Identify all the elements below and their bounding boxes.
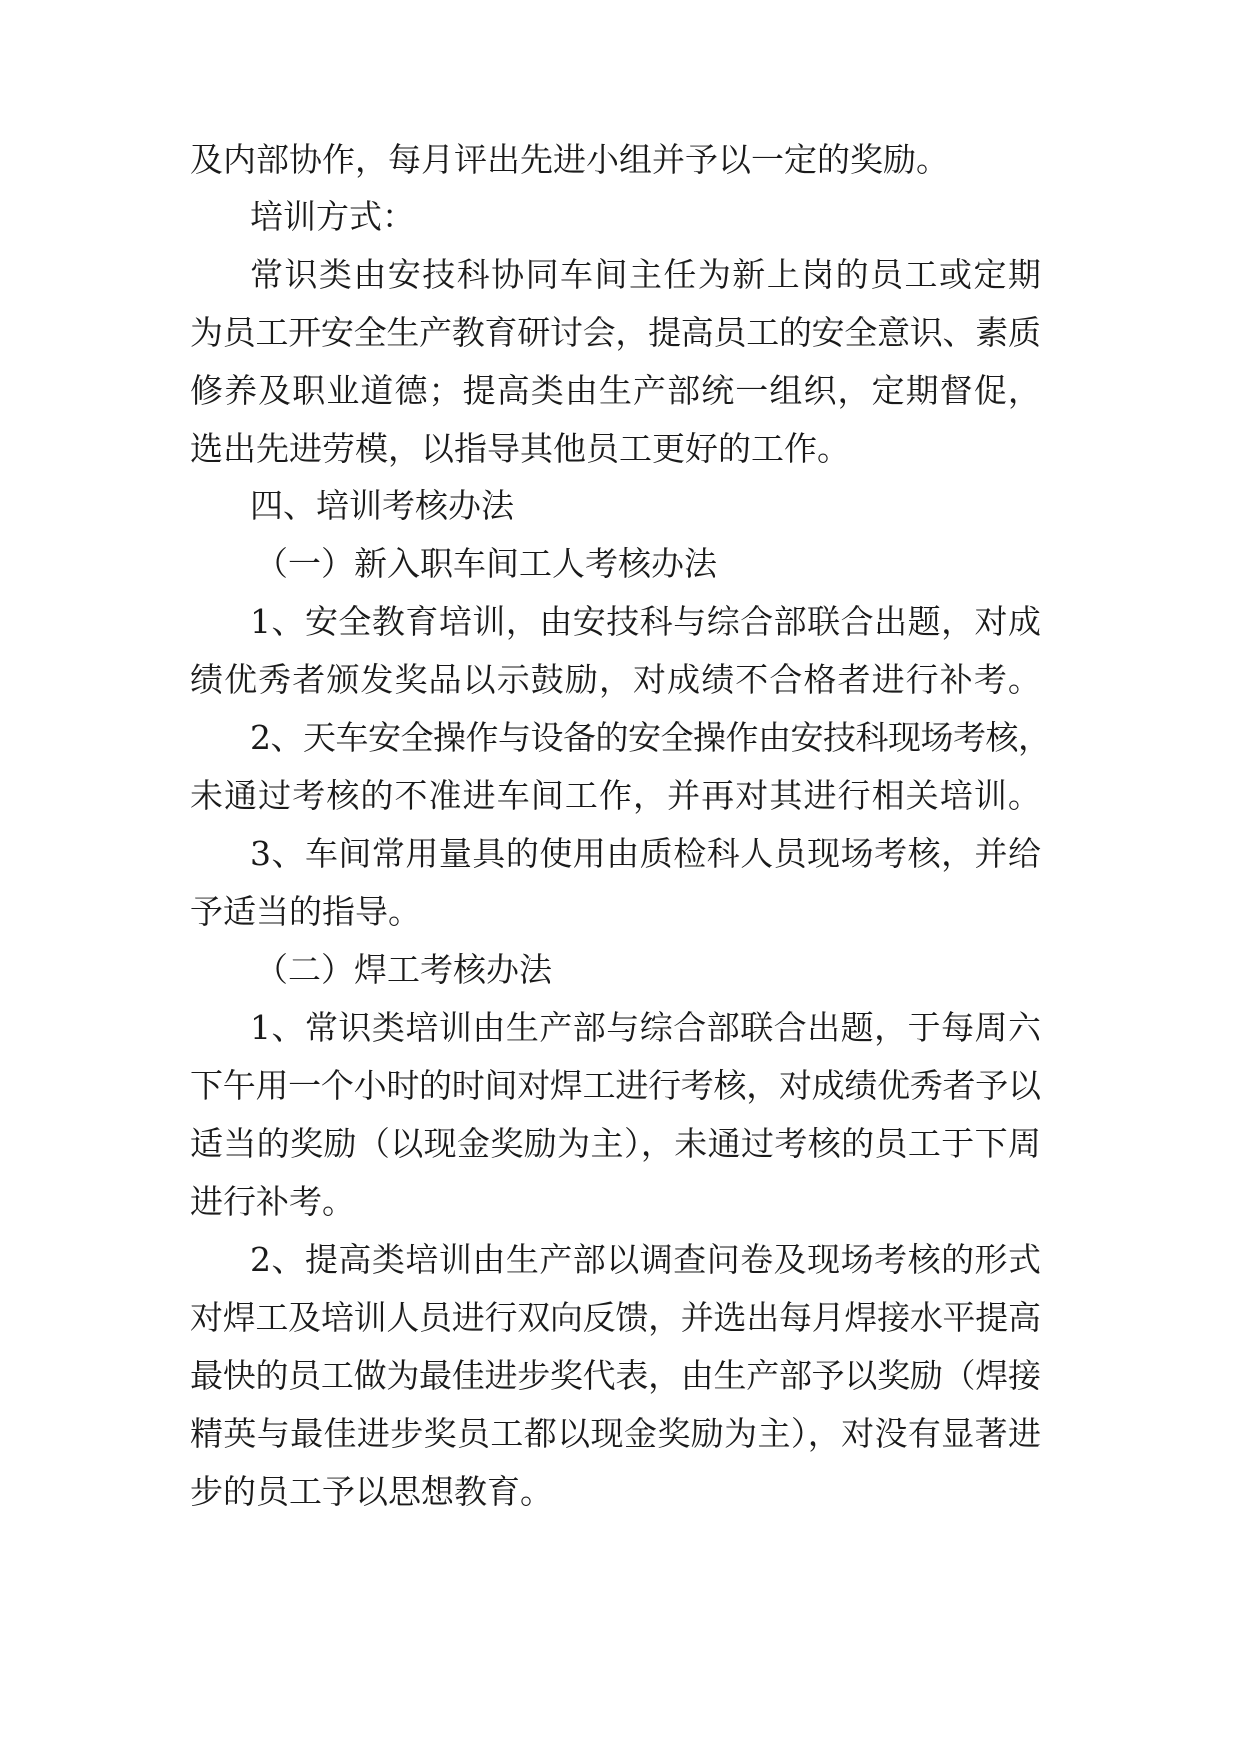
text-line xyxy=(0,1003,1241,1053)
text-line-content: 1、安全教育培训，由安技科与综合部联合出题，对成 xyxy=(250,602,1042,641)
text-line xyxy=(0,366,1241,416)
text-line-content: 修养及职业道德；提高类由生产部统一组织，定期督促， xyxy=(190,371,1042,410)
text-line-content: （二）焊工考核办法 xyxy=(255,950,552,989)
section-heading xyxy=(0,481,1241,531)
text-line xyxy=(0,135,1241,185)
text-line-content: 2、提高类培训由生产部以调查问卷及现场考核的形式 xyxy=(250,1240,1042,1279)
text-line xyxy=(0,829,1241,879)
text-line xyxy=(0,1061,1241,1111)
text-line-content: 3、车间常用量具的使用由质检科人员现场考核，并给 xyxy=(250,834,1042,873)
text-line xyxy=(0,771,1241,821)
text-line-content: 下午用一个小时的时间对焊工进行考核，对成绩优秀者予以 xyxy=(190,1066,1041,1105)
text-line xyxy=(0,1293,1241,1343)
text-line-content: 常识类由安技科协同车间主任为新上岗的员工或定期 xyxy=(250,255,1043,294)
text-line xyxy=(0,1409,1241,1459)
text-line xyxy=(0,1177,1241,1227)
text-line-content: 最快的员工做为最佳进步奖代表，由生产部予以奖励（焊接 xyxy=(190,1356,1041,1395)
text-line-content: 为员工开安全生产教育研讨会，提高员工的安全意识、素质 xyxy=(190,313,1041,352)
text-line-content: 步的员工予以思想教育。 xyxy=(190,1472,553,1511)
text-line xyxy=(0,887,1241,937)
text-line-content: 绩优秀者颁发奖品以示鼓励，对成绩不合格者进行补考。 xyxy=(190,660,1042,699)
text-line xyxy=(0,250,1241,300)
text-line-content: 1、常识类培训由生产部与综合部联合出题，于每周六 xyxy=(250,1008,1042,1047)
text-line xyxy=(0,1351,1241,1401)
text-line xyxy=(0,424,1241,474)
text-line-content: 适当的奖励（以现金奖励为主），未通过考核的员工于下周 xyxy=(190,1124,1042,1163)
text-line xyxy=(0,192,1241,242)
text-line xyxy=(0,655,1241,705)
text-line-content: 予适当的指导。 xyxy=(190,892,421,931)
text-line-content: 四、培训考核办法 xyxy=(250,486,514,525)
text-line-content: 对焊工及培训人员进行双向反馈，并选出每月焊接水平提高 xyxy=(190,1298,1041,1337)
text-line-content: 进行补考。 xyxy=(190,1182,355,1221)
text-line xyxy=(0,1467,1241,1517)
text-line-content: 未通过考核的不准进车间工作，并再对其进行相关培训。 xyxy=(190,776,1042,815)
text-line-content: 培训方式： xyxy=(250,197,415,236)
text-line-content: 及内部协作，每月评出先进小组并予以一定的奖励。 xyxy=(190,140,949,179)
text-line-content: 2、天车安全操作与设备的安全操作由安技科现场考核， xyxy=(250,718,1051,757)
subsection-heading xyxy=(0,945,1241,995)
text-line xyxy=(0,308,1241,358)
text-line-content: 精英与最佳进步奖员工都以现金奖励为主），对没有显著进 xyxy=(190,1414,1042,1453)
text-line xyxy=(0,1235,1241,1285)
text-line xyxy=(0,597,1241,647)
text-line-content: 选出先进劳模，以指导其他员工更好的工作。 xyxy=(190,429,850,468)
subsection-heading xyxy=(0,539,1241,589)
text-line xyxy=(0,713,1241,763)
text-line-content: （一）新入职车间工人考核办法 xyxy=(255,544,717,583)
text-line xyxy=(0,1119,1241,1169)
